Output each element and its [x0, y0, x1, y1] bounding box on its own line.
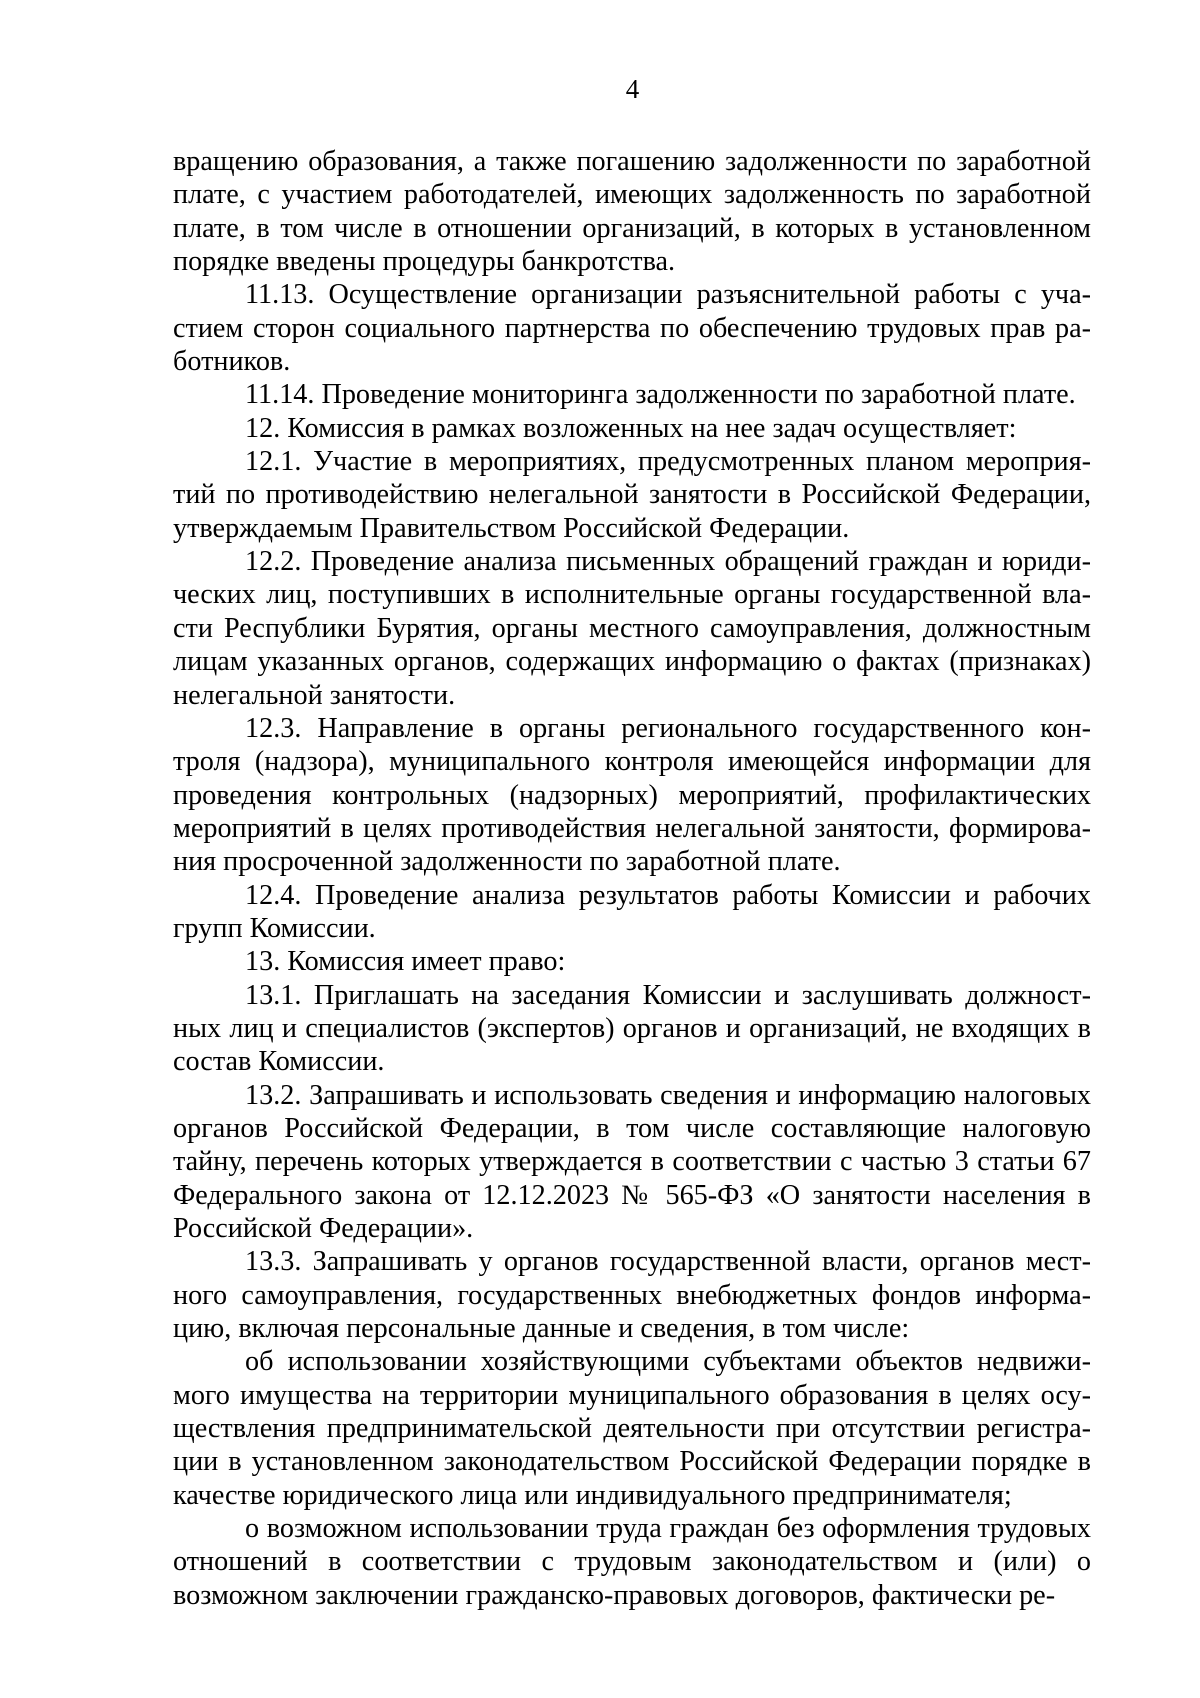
paragraph: 13. Комиссия имеет право:: [245, 946, 566, 978]
document-body: [173, 145, 1091, 1612]
paragraph: 13.2. Запрашивать и использовать сведения и информацию налоговых органов Российской Федерации, в том числе составляющие налоговую тайну, перечень которых утверждается в соответствии с частью 3 статьи 67 Федерального закона от 12.12.2023 № 565-ФЗ «О занятости населения в Российской Федерации».: [173, 1079, 1091, 1244]
paragraph: 12.1. Участие в мероприятиях, предусмотренных планом мероприятий по противодействию нелегальной занятости в Российской Федерации, утверждаемым Правительством Российской Федерации.: [173, 446, 1091, 544]
paragraph: 12.4. Проведение анализа результатов работы Комиссии и рабочих групп Комиссии.: [173, 879, 1091, 944]
paragraph: 12.3. Направление в органы регионального государственного контроля (надзора), муниципального контроля имеющейся информации для проведения контрольных (надзорных) мероприятий, профилактических мероприятий в целях противодействия нелегальной занятости, формирования просроченной задолженности по заработной плате.: [173, 712, 1091, 878]
page-number: 4: [625, 74, 640, 104]
paragraph: 13.3. Запрашивать у органов государственной власти, органов местного самоуправления, государственных внебюджетных фондов информацию, включая персональные данные и сведения, в том числе:: [173, 1246, 1091, 1345]
paragraph: об использовании хозяйствующими субъектами объектов недвижимого имущества на территории муниципального образования в целях осуществления предпринимательской деятельности при отсутствии регистрации в установленном законодательством Российской Федерации порядке в качестве юридического лица или индивидуального предпринимателя;: [173, 1346, 1091, 1511]
paragraph: 13.1. Приглашать на заседания Комиссии и заслушивать должностных лиц и специалистов (экспертов) органов и организаций, не входящих в состав Комиссии.: [173, 979, 1091, 1078]
paragraph: 11.13. Осуществление организации разъяснительной работы с участием сторон социального партнерства по обеспечению трудовых прав работников.: [173, 279, 1091, 378]
paragraph: вращению образования, а также погашению задолженности по заработной плате, с участием работодателей, имеющих задолженность по заработной плате, в том числе в отношении организаций, в которых в установленном порядке введены процедуры банкротства.: [173, 146, 1091, 278]
paragraph: 12. Комиссия в рамках возложенных на нее задач осуществляет:: [245, 412, 1017, 444]
paragraph: 11.14. Проведение мониторинга задолженности по заработной плате.: [245, 379, 1076, 411]
paragraph: о возможном использовании труда граждан без оформления трудовых отношений в соответствии с трудовым законодательством и (или) о возможном заключении гражданско-правовых договоров, фактически ре-: [173, 1513, 1091, 1611]
paragraph: 12.2. Проведение анализа письменных обращений граждан и юридических лиц, поступивших в исполнительные органы государственной власти Республики Бурятия, органы местного самоуправления, должностным лицам указанных органов, содержащих информацию о фактах (признаках) нелегальной занятости.: [173, 546, 1091, 711]
